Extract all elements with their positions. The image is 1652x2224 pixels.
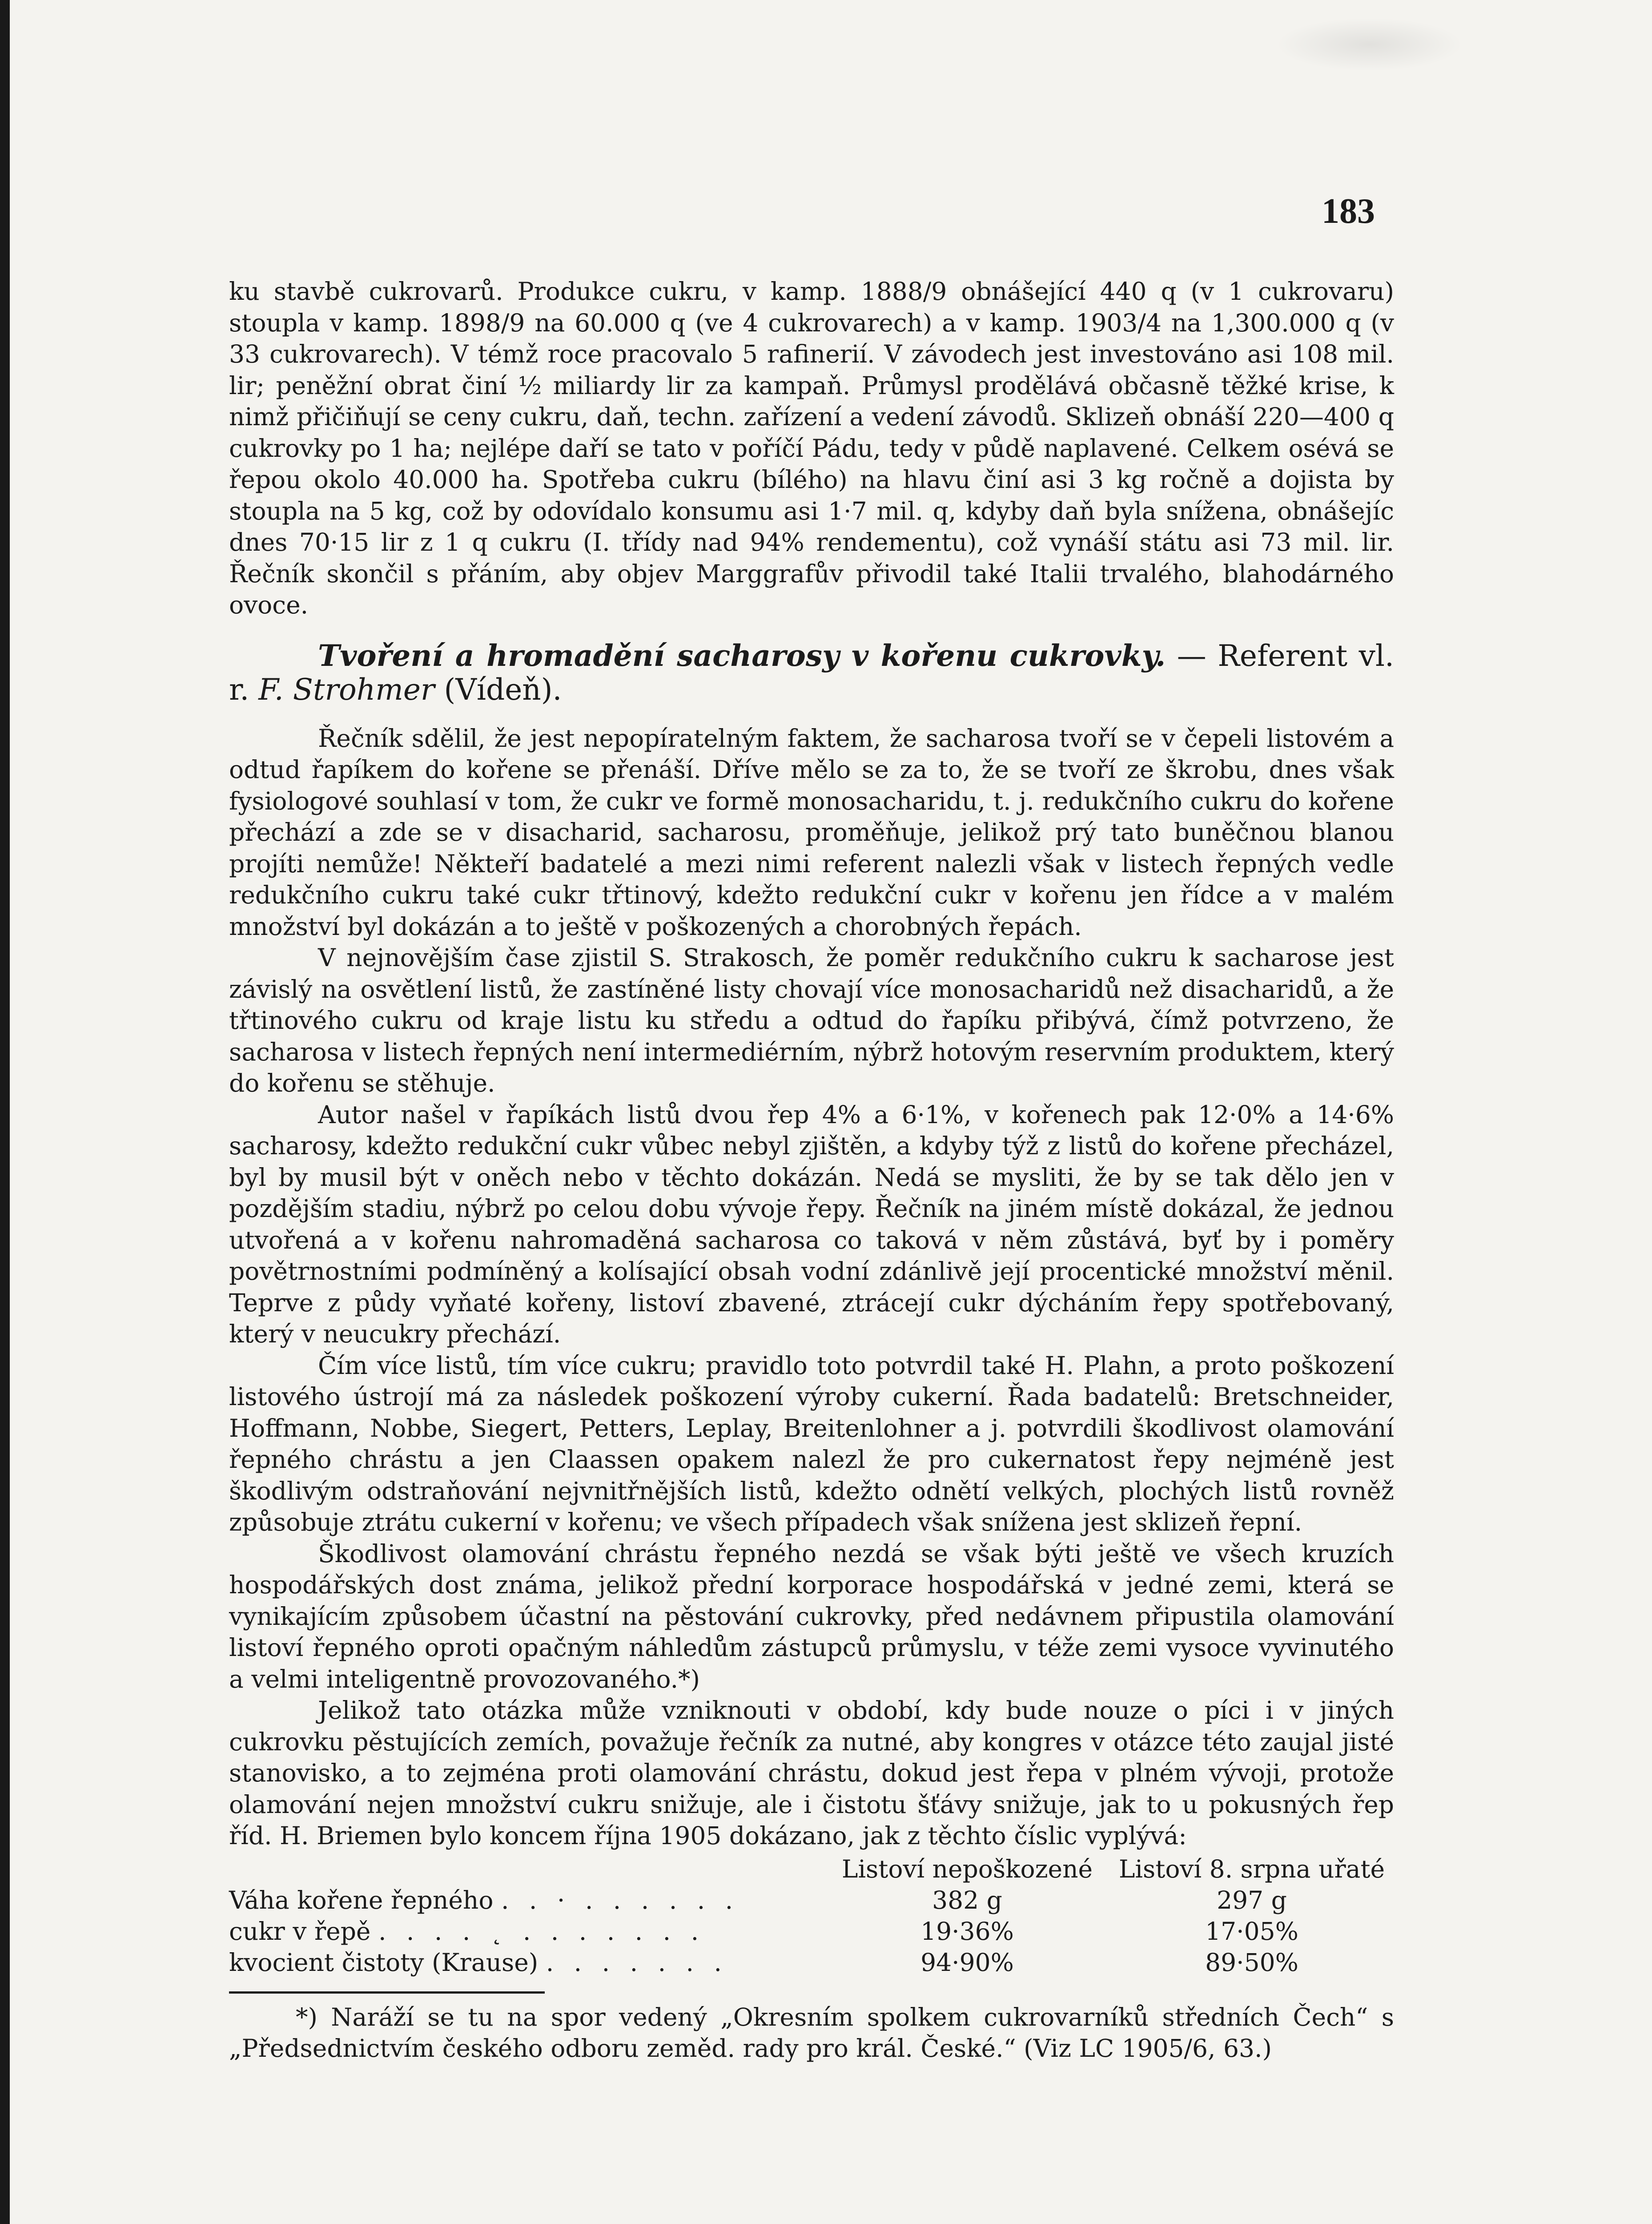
- table-row: [229, 1885, 1394, 1916]
- table-cell-undamaged: 382 g: [932, 1886, 1002, 1914]
- results-table: [229, 1853, 1394, 1978]
- row-leader-dots: . . . . ˛ . . . . . . .: [378, 1917, 705, 1946]
- table-header-empty: [229, 1853, 825, 1885]
- table-cell-undamaged: 19·36%: [920, 1917, 1014, 1946]
- results-table-wrap: [229, 1853, 1394, 1978]
- lecture-heading: [229, 639, 1394, 707]
- row-leader-dots: . . . . . . .: [546, 1948, 728, 1977]
- table-header-undamaged: Listoví nepoškozené: [841, 1854, 1093, 1883]
- lecture-title: Tvoření a hromadění sacharosy v kořenu cukrovky.: [318, 638, 1166, 673]
- text-column: [229, 276, 1394, 2064]
- body-paragraph-5: Škodlivost olamování chrástu řepného nezdá se však býti ještě ve všech kruzích hospodářských dost známa, jelikož přední korporace hospodářská v jedné zemi, která se vynikajícím způsobem účastní na pěstování cukrovky, před nedávnem připustila olamování listoví řepného oproti opačným náhledům zástupců průmyslu, v téže zemi vysoce vyvinutého a velmi inteligentně provozovaného.*): [229, 1539, 1394, 1693]
- lecture-author: F. Strohmer: [258, 672, 435, 707]
- footnote-text: *) Naráží se tu na spor vedený „Okresním spolkem cukrovarníků středních Čech“ s „Předsednictvím českého odboru zeměd. rady pro král. České.“ (Viz LC 1905/6, 63.): [229, 2002, 1394, 2063]
- lecture-city: (Vídeň).: [444, 672, 562, 707]
- table-row-label: [229, 1916, 825, 1947]
- page-number: 183: [1322, 192, 1375, 231]
- table-row-label: [229, 1947, 825, 1978]
- row-leader-dots: . . · . . . . . .: [501, 1886, 740, 1914]
- body-paragraph-2: V nejnovějším čase zjistil S. Strakosch, že poměr redukčního cukru k sacharose jest závislý na osvětlení listů, že zastíněné listy chovají více monosacharidů než disacharidů, a že třtinového cukru od kraje listu ku středu a odtud do řapíku přibývá, čímž potvrzeno, že sacharosa v listech řepných není intermediérním, nýbrž hotovým reservním produktem, který do kořenu se stěhuje.: [229, 943, 1394, 1097]
- body-paragraph-1: Řečník sdělil, že jest nepopíratelným faktem, že sacharosa tvoří se v čepeli listovém a odtud řapíkem do kořene se přenáší. Dříve mělo se za to, že se tvoří ze škrobu, dnes však fysiologové souhlasí v tom, že cukr ve formě monosacharidu, t. j. redukčního cukru do kořene přechází a zde se v disacharid, sacharosu, proměňuje, jelikož prý tato buněčnou blanou projíti nemůže! Někteří badatelé a mezi nimi referent nalezli však v listech řepných vedle redukčního cukru také cukr třtinový, kdežto redukční cukr v kořenu jen řídce a v malém množství byl dokázán a to ještě v poškozených a chorobných řepách.: [229, 724, 1394, 941]
- row-label-text: Váha kořene řepného: [229, 1886, 494, 1914]
- row-label-text: kvocient čistoty (Krause): [229, 1948, 539, 1977]
- table-cell-topped: 297 g: [1217, 1886, 1287, 1914]
- intro-paragraph: ku stavbě cukrovarů. Produkce cukru, v kamp. 1888/9 obnášející 440 q (v 1 cukrovaru) stoupla v kamp. 1898/9 na 60.000 q (ve 4 cukrovarech) a v kamp. 1903/4 na 1,300.000 q (v 33 cukrovarech). V témž roce pracovalo 5 rafinerií. V závodech jest investováno asi 108 mil. lir; peněžní obrat činí ½ miliardy lir za kampaň. Průmysl prodělává občasně těžké krise, k nimž přičiňují se ceny cukru, daň, techn. zařízení a vedení závodů. Sklizeň obnáší 220—400 q cukrovky po 1 ha; nejlépe daří se tato v poříčí Pádu, tedy v půdě naplavené. Celkem osévá se řepou okolo 40.000 ha. Spotřeba cukru (bílého) na hlavu činí asi 3 kg ročně a dojista by stoupla na 5 kg, což by odovídalo konsumu asi 1·7 mil. q, kdyby daň byla snížena, obnášejíc dnes 70·15 lir z 1 q cukru (I. třídy nad 94% rendementu), což vynáší státu asi 73 mil. lir. Řečník skončil s přáním, aby objev Marggrafův přivodil také Italii trvalého, blahodárného ovoce.: [229, 277, 1394, 619]
- table-cell-undamaged: 94·90%: [920, 1948, 1014, 1977]
- body-paragraph-3: Autor našel v řapíkách listů dvou řep 4% a 6·1%, v kořenech pak 12·0% a 14·6% sacharosy, kdežto redukční cukr vůbec nebyl zjištěn, a kdyby týž z listů do kořene přecházel, byl by musil být v oněch nebo v těchto dokázán. Nedá se mysliti, že by se tak dělo jen v pozdějším stadiu, nýbrž po celou dobu vývoje řepy. Řečník na jiném místě dokázal, že jednou utvořená a v kořenu nahromaděná sacharosa co taková v něm zůstává, byť by i poměry povětrnostními podmíněný a kolísající obsah vodní zdánlivě její procentické množství měnil. Teprve z půdy vyňaté kořeny, listoví zbavené, ztrácejí cukr dýcháním řepy spotřebovaný, který v neucukry přechází.: [229, 1100, 1394, 1348]
- row-label-text: cukr v řepě: [229, 1917, 371, 1946]
- scan-left-edge: [0, 0, 10, 2224]
- footnote: [229, 2002, 1394, 2064]
- table-row-label: [229, 1885, 825, 1916]
- table-header-topped: Listoví 8. srpna uřaté: [1118, 1854, 1385, 1883]
- lecture-referent-prefix: — Referent vl. r.: [229, 638, 1394, 707]
- body-paragraph-6: Jelikož tato otázka může vzniknouti v období, kdy bude nouze o píci i v jiných cukrovku pěstujících zemích, považuje řečník za nutné, aby kongres v otázce této zaujal jisté stanovisko, a to zejména proti olamování chrástu, dokud jest řepa v plném vývoji, protože olamování nejen množství cukru snižuje, ale i čistotu šťávy snižuje, jak to u pokusných řep říd. H. Briemen bylo koncem října 1905 dokázano, jak z těchto číslic vyplývá:: [229, 1696, 1394, 1850]
- footnote-rule: [229, 1991, 545, 1994]
- table-cell-topped: 89·50%: [1205, 1948, 1298, 1977]
- table-row: [229, 1916, 1394, 1947]
- body-paragraph-4: Čím více listů, tím více cukru; pravidlo toto potvrdil také H. Plahn, a proto poškození listového ústrojí má za následek poškození výroby cukerní. Řada badatelů: Bretschneider, Hoffmann, Nobbe, Siegert, Petters, Leplay, Breitenlohner a j. potvrdili škodlivost olamování řepného chrástu a jen Claassen opakem nalezl že pro cukernatost řepy nejméně jest škodlivým odstraňování nejvnitřnějších listů, kdežto odnětí velkých, plochých listů rovněž způsobuje ztrátu cukerní v kořenu; ve všech případech však snížena jest sklizeň řepní.: [229, 1351, 1394, 1536]
- table-header-row: [229, 1853, 1394, 1885]
- table-row: [229, 1947, 1394, 1978]
- scan-smudge: [1276, 18, 1463, 71]
- table-cell-topped: 17·05%: [1205, 1917, 1298, 1946]
